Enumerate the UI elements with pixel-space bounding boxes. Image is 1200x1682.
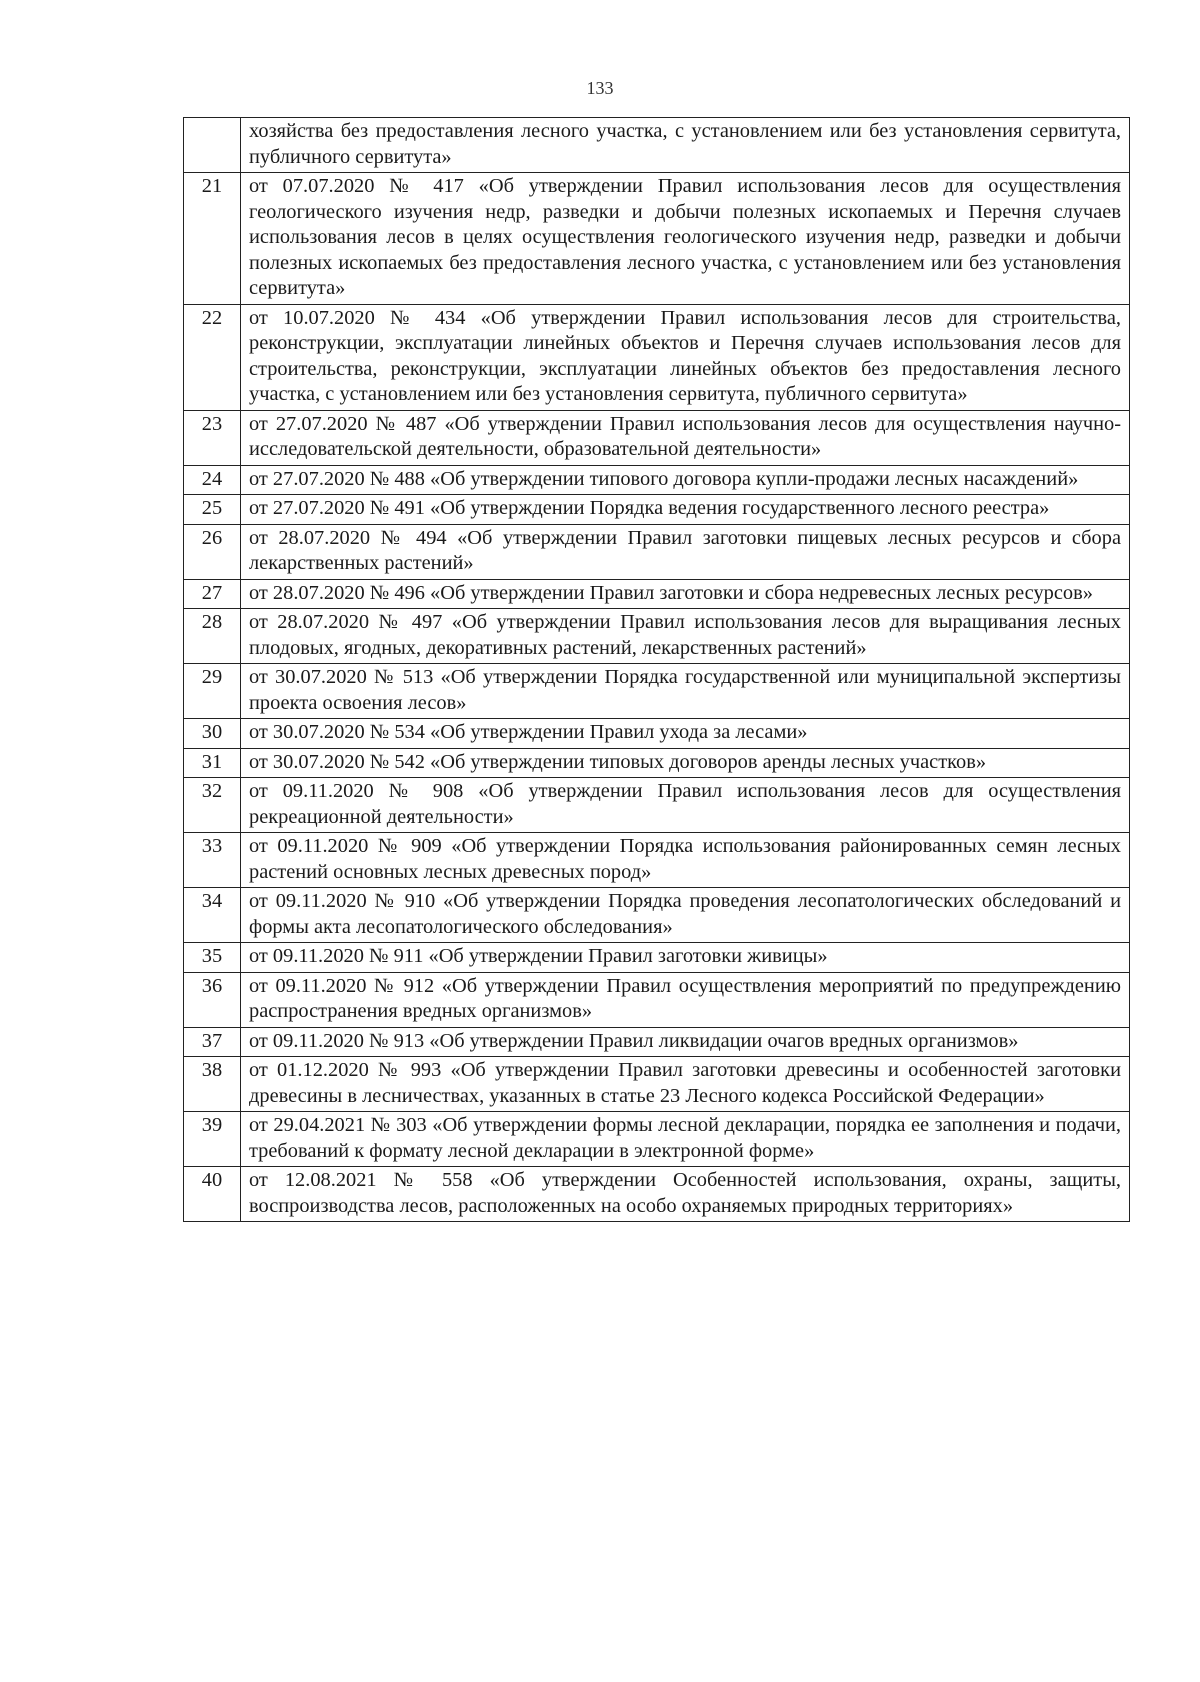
table-row: [184, 778, 1130, 833]
table-row: [184, 579, 1130, 609]
row-number: 21: [184, 173, 241, 305]
row-number: 38: [184, 1057, 241, 1112]
table-row: [184, 495, 1130, 525]
row-number: 31: [184, 748, 241, 778]
row-document-text: от 30.07.2020 № 534 «Об утверждении Правил ухода за лесами»: [241, 719, 1130, 749]
table-row: [184, 833, 1130, 888]
row-number: 30: [184, 719, 241, 749]
table-row: [184, 1112, 1130, 1167]
table-row: [184, 1027, 1130, 1057]
row-number: [184, 118, 241, 173]
row-number: 40: [184, 1167, 241, 1222]
row-number: 33: [184, 833, 241, 888]
row-number: 27: [184, 579, 241, 609]
row-number: 24: [184, 465, 241, 495]
table-row: [184, 410, 1130, 465]
page-number: 133: [586, 78, 614, 98]
row-number: 25: [184, 495, 241, 525]
row-document-text: от 09.11.2020 № 913 «Об утверждении Правил ликвидации очагов вредных организмов»: [241, 1027, 1130, 1057]
row-document-text: от 07.07.2020 № 417 «Об утверждении Правил использования лесов для осуществления геологического изучения недр, разведки и добычи полезных ископаемых и Перечня случаев использования лесов в целях осуществления геологического изучения недр, разведки и добычи полезных ископаемых без предоставления лесного участка, с установлением или без установления сервитута»: [241, 173, 1130, 305]
row-document-text: от 09.11.2020 № 910 «Об утверждении Порядка проведения лесопатологических обследований и формы акта лесопатологического обследования»: [241, 888, 1130, 943]
row-number: 35: [184, 943, 241, 973]
row-number: 26: [184, 524, 241, 579]
table-row: [184, 1167, 1130, 1222]
row-number: 36: [184, 972, 241, 1027]
table-row: [184, 465, 1130, 495]
row-document-text: от 30.07.2020 № 542 «Об утверждении типовых договоров аренды лесных участков»: [241, 748, 1130, 778]
row-document-text: от 12.08.2021 № 558 «Об утверждении Особенностей использования, охраны, защиты, воспроизводства лесов, расположенных на особо охраняемых природных территориях»: [241, 1167, 1130, 1222]
table-row: [184, 972, 1130, 1027]
row-number: 37: [184, 1027, 241, 1057]
row-number: 34: [184, 888, 241, 943]
row-document-text: от 28.07.2020 № 497 «Об утверждении Правил использования лесов для выращивания лесных плодовых, ягодных, декоративных растений, лекарственных растений»: [241, 609, 1130, 664]
table-row: [184, 118, 1130, 173]
regulations-table-body: [184, 118, 1130, 1222]
table-row: [184, 173, 1130, 305]
table-row: [184, 304, 1130, 410]
table-row: [184, 943, 1130, 973]
row-number: 32: [184, 778, 241, 833]
table-row: [184, 524, 1130, 579]
row-document-text: от 29.04.2021 № 303 «Об утверждении формы лесной декларации, порядка ее заполнения и подачи, требований к формату лесной декларации в электронной форме»: [241, 1112, 1130, 1167]
row-document-text: от 10.07.2020 № 434 «Об утверждении Правил использования лесов для строительства, реконструкции, эксплуатации линейных объектов и Перечня случаев использования лесов для строительства, реконструкции, эксплуатации линейных объектов без предоставления лесного участка, с установлением или без установления сервитута, публичного сервитута»: [241, 304, 1130, 410]
row-document-text: от 27.07.2020 № 488 «Об утверждении типового договора купли-продажи лесных насаждений»: [241, 465, 1130, 495]
table-row: [184, 888, 1130, 943]
row-document-text: от 28.07.2020 № 494 «Об утверждении Правил заготовки пищевых лесных ресурсов и сбора лекарственных растений»: [241, 524, 1130, 579]
row-number: 23: [184, 410, 241, 465]
table-row: [184, 719, 1130, 749]
table-row: [184, 664, 1130, 719]
table-row: [184, 748, 1130, 778]
row-number: 29: [184, 664, 241, 719]
row-document-text: от 09.11.2020 № 911 «Об утверждении Правил заготовки живицы»: [241, 943, 1130, 973]
regulations-table: [183, 117, 1130, 1222]
row-document-text: от 01.12.2020 № 993 «Об утверждении Правил заготовки древесины и особенностей заготовки древесины в лесничествах, указанных в статье 23 Лесного кодекса Российской Федерации»: [241, 1057, 1130, 1112]
row-document-text: от 09.11.2020 № 912 «Об утверждении Правил осуществления мероприятий по предупреждению распространения вредных организмов»: [241, 972, 1130, 1027]
row-document-text: от 27.07.2020 № 491 «Об утверждении Порядка ведения государственного лесного реестра»: [241, 495, 1130, 525]
row-document-text: от 27.07.2020 № 487 «Об утверждении Правил использования лесов для осуществления научно-исследовательской деятельности, образовательной деятельности»: [241, 410, 1130, 465]
row-document-text: хозяйства без предоставления лесного участка, с установлением или без установления сервитута, публичного сервитута»: [241, 118, 1130, 173]
table-row: [184, 1057, 1130, 1112]
table-row: [184, 609, 1130, 664]
row-document-text: от 09.11.2020 № 909 «Об утверждении Порядка использования районированных семян лесных растений основных лесных древесных пород»: [241, 833, 1130, 888]
row-number: 28: [184, 609, 241, 664]
row-number: 39: [184, 1112, 241, 1167]
row-document-text: от 30.07.2020 № 513 «Об утверждении Порядка государственной или муниципальной экспертизы проекта освоения лесов»: [241, 664, 1130, 719]
row-document-text: от 09.11.2020 № 908 «Об утверждении Правил использования лесов для осуществления рекреационной деятельности»: [241, 778, 1130, 833]
row-number: 22: [184, 304, 241, 410]
row-document-text: от 28.07.2020 № 496 «Об утверждении Правил заготовки и сбора недревесных лесных ресурсов»: [241, 579, 1130, 609]
